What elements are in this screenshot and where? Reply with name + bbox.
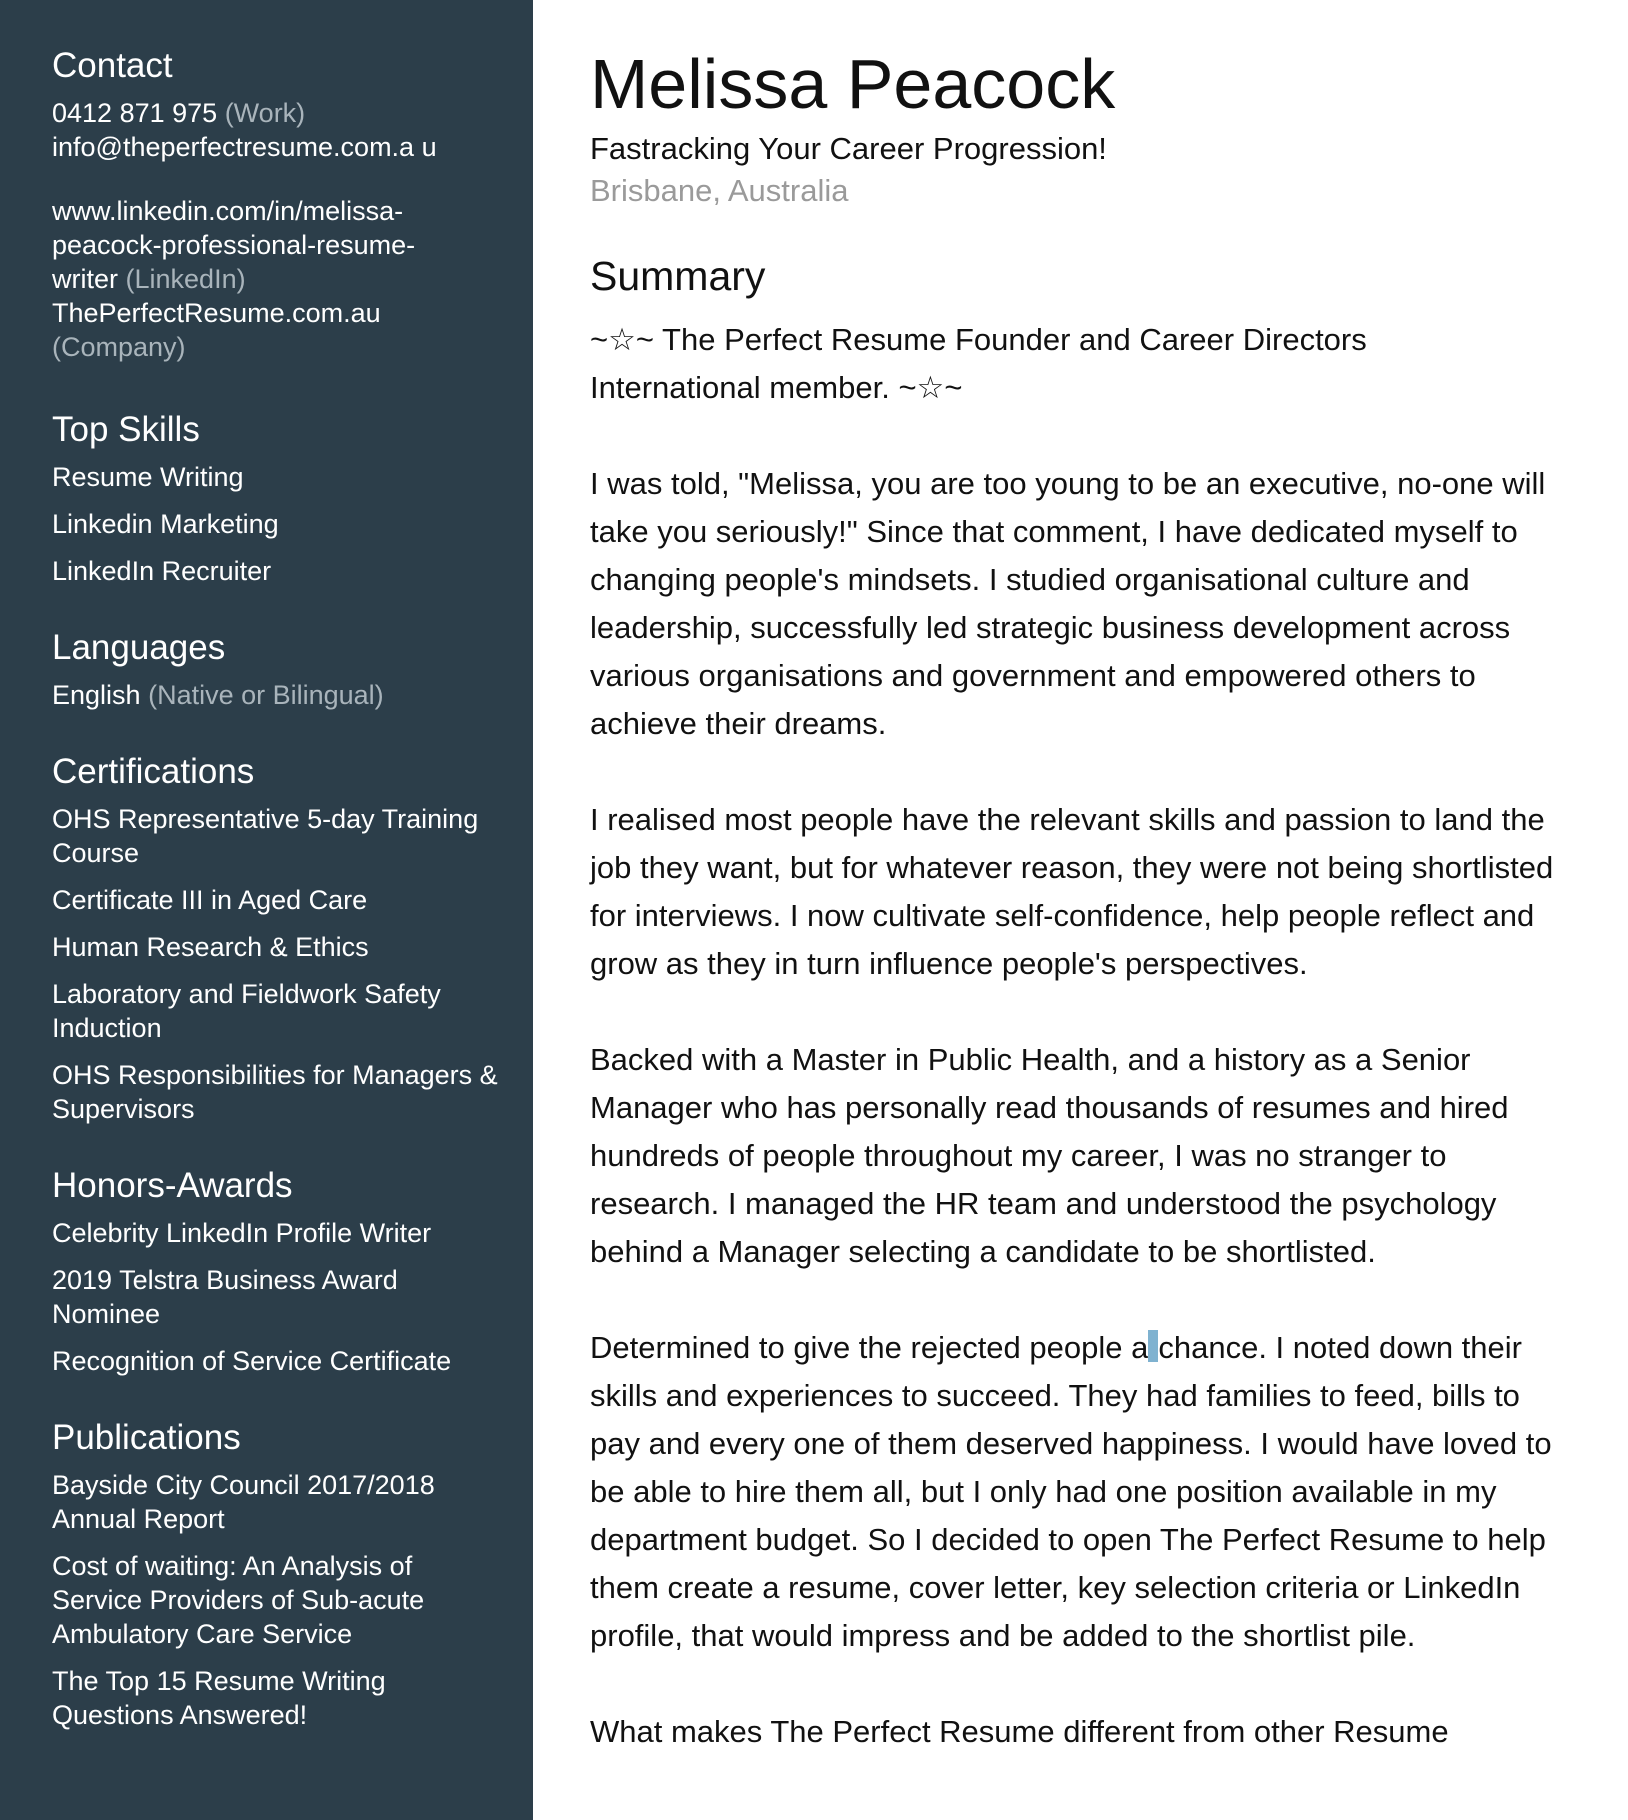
publication-item: Cost of waiting: An Analysis of Service Providers of Sub-acute Ambulatory Care Service bbox=[52, 1551, 425, 1649]
summary-heading: Summary bbox=[590, 253, 766, 299]
company-link[interactable]: ThePerfectResume.com.au bbox=[52, 298, 381, 328]
skill-item: Linkedin Marketing bbox=[52, 509, 279, 539]
certifications-heading: Certifications bbox=[52, 752, 255, 791]
summary-paragraph: What makes The Perfect Resume different from other Resume bbox=[590, 1714, 1449, 1749]
linkedin-line-2[interactable]: peacock-professional-resume- bbox=[52, 230, 416, 260]
language-item bbox=[52, 678, 503, 712]
email-link[interactable]: info@theperfectresume.com.a u bbox=[52, 132, 437, 162]
linkedin-line-3 bbox=[52, 262, 503, 296]
linkedin-link-end[interactable]: writer bbox=[52, 264, 118, 294]
language-name: English bbox=[52, 680, 141, 710]
skill-item: Resume Writing bbox=[52, 462, 244, 492]
main-content bbox=[533, 0, 1628, 1820]
languages-section bbox=[52, 626, 503, 712]
phone-line bbox=[52, 96, 503, 130]
summary-paragraph: ~☆~ The Perfect Resume Founder and Career Directors International member. ~☆~ bbox=[590, 322, 1367, 405]
honors-section bbox=[52, 1164, 503, 1378]
spacer bbox=[52, 164, 503, 194]
phone-number[interactable]: 0412 871 975 bbox=[52, 98, 218, 128]
certification-item: Human Research & Ethics bbox=[52, 932, 369, 962]
paragraph-text: chance. I noted down their skills and experiences to succeed. They had families to feed, bills to pay and every one of them deserved happiness. I would have loved to be able to hire them all, but I only had one position available in my department budget. So I decided to open The Perfect Resume to help them create a resume, cover letter, key selection criteria or LinkedIn profile, that would impress and be added to the shortlist pile. bbox=[590, 1330, 1552, 1653]
summary-paragraph: Backed with a Master in Public Health, and a history as a Senior Manager who has personally read thousands of resumes and hired hundreds of people throughout my career, I was no stranger to research. I managed the HR team and understood the psychology behind a Manager selecting a candidate to be shortlisted. bbox=[590, 1042, 1509, 1269]
top-skills-heading: Top Skills bbox=[52, 410, 200, 449]
publication-item: The Top 15 Resume Writing Questions Answered! bbox=[52, 1666, 386, 1730]
languages-heading: Languages bbox=[52, 628, 226, 667]
publication-item: Bayside City Council 2017/2018 Annual Report bbox=[52, 1470, 435, 1534]
sidebar bbox=[0, 0, 533, 1820]
linkedin-line-1[interactable]: www.linkedin.com/in/melissa- bbox=[52, 196, 404, 226]
contact-heading: Contact bbox=[52, 46, 173, 85]
certification-item: OHS Representative 5-day Training Course bbox=[52, 804, 479, 868]
publications-section bbox=[52, 1416, 503, 1732]
certification-item: Certificate III in Aged Care bbox=[52, 885, 368, 915]
certifications-section bbox=[52, 750, 503, 1126]
text-cursor bbox=[1148, 1330, 1158, 1362]
honor-item: Celebrity LinkedIn Profile Writer bbox=[52, 1218, 432, 1248]
profile-location: Brisbane, Australia bbox=[590, 173, 849, 208]
summary-paragraph: I was told, "Melissa, you are too young to be an executive, no-one will take you seriously!" Since that comment, I have dedicated myself to changing people's mindsets. I studied organisational culture and leadership, successfully led strategic business development across various organisations and government and empowered others to achieve their dreams. bbox=[590, 466, 1546, 741]
linkedin-type: (LinkedIn) bbox=[125, 264, 246, 294]
top-skills-section bbox=[52, 408, 503, 588]
summary-paragraph: I realised most people have the relevant skills and passion to land the job they want, but for whatever reason, they were not being shortlisted for interviews. I now cultivate self-confidence, help people reflect and grow as they in turn influence people's perspectives. bbox=[590, 802, 1554, 981]
summary-paragraph bbox=[590, 1324, 1570, 1660]
certification-item: OHS Responsibilities for Managers & Supervisors bbox=[52, 1060, 498, 1124]
honor-item: Recognition of Service Certificate bbox=[52, 1346, 452, 1376]
honor-item: 2019 Telstra Business Award Nominee bbox=[52, 1265, 398, 1329]
profile-tagline: Fastracking Your Career Progression! bbox=[590, 131, 1107, 166]
certification-item: Laboratory and Fieldwork Safety Induction bbox=[52, 979, 441, 1043]
skill-item: LinkedIn Recruiter bbox=[52, 556, 272, 586]
profile-name: Melissa Peacock bbox=[590, 45, 1116, 123]
honors-heading: Honors-Awards bbox=[52, 1166, 293, 1205]
language-level: (Native or Bilingual) bbox=[148, 680, 384, 710]
contact-section bbox=[52, 44, 503, 364]
publications-heading: Publications bbox=[52, 1418, 241, 1457]
company-type: (Company) bbox=[52, 332, 186, 362]
paragraph-text: Determined to give the rejected people a bbox=[590, 1330, 1149, 1365]
phone-type: (Work) bbox=[224, 98, 306, 128]
